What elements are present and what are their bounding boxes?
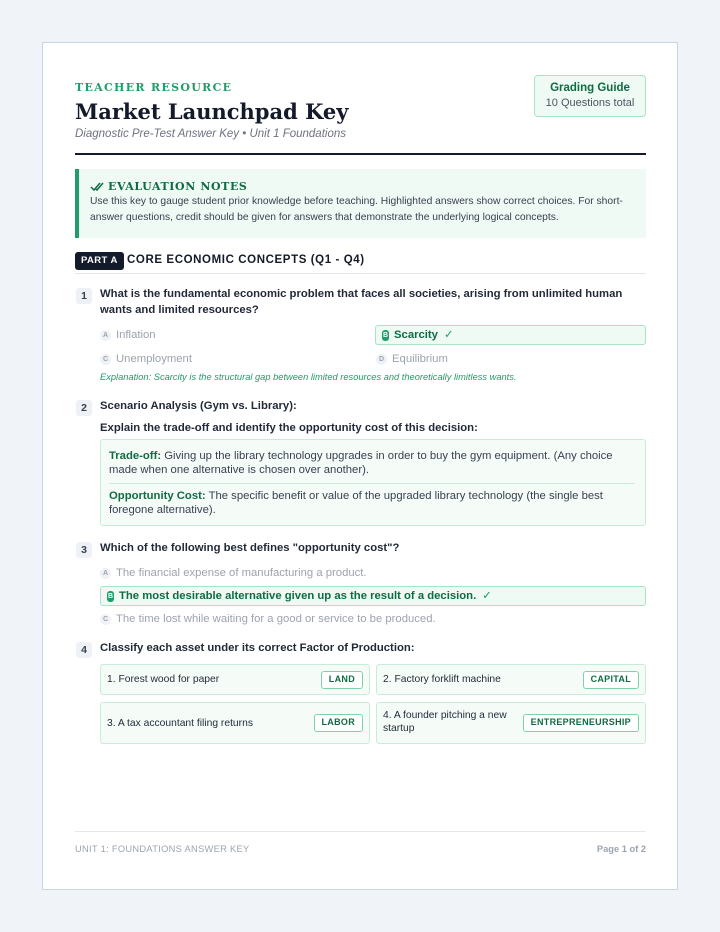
question-text: What is the fundamental economic problem that faces all societies, arising from unlimited human wants and limited resources?	[100, 288, 623, 316]
header-rule	[75, 153, 646, 155]
option-c	[100, 610, 620, 628]
notes-heading	[90, 180, 247, 193]
page-number: Page 1 of 2	[596, 844, 646, 854]
question-count: 10 Questions total	[545, 97, 635, 109]
page-title: Market Launchpad Key	[75, 99, 349, 124]
double-check-icon	[90, 182, 104, 192]
option-text: Unemployment	[116, 353, 192, 365]
check-icon: ✓	[443, 329, 454, 341]
factor-badge: CAPITAL	[583, 671, 639, 689]
option-letter: C	[100, 614, 111, 625]
resource-kicker: TEACHER RESOURCE	[75, 81, 233, 94]
check-icon: ✓	[482, 590, 492, 602]
factor-badge: LABOR	[314, 714, 364, 732]
option-a	[100, 564, 620, 582]
factor-item	[376, 702, 646, 744]
part-title: CORE ECONOMIC CONCEPTS (Q1 - Q4)	[127, 254, 365, 266]
part-a-header	[75, 252, 646, 274]
evaluation-notes	[75, 169, 646, 238]
question-number: 1	[76, 288, 92, 304]
part-badge: PART A	[75, 252, 124, 270]
notes-heading-text: EVALUATION NOTES	[108, 180, 248, 193]
factor-badge: LAND	[321, 671, 363, 689]
asset-text: 3. A tax accountant filing returns	[107, 718, 253, 729]
option-a	[100, 326, 360, 344]
question-number: 2	[76, 400, 92, 416]
option-b-correct	[375, 325, 646, 345]
question-title: Scenario Analysis (Gym vs. Library):	[100, 400, 297, 412]
factor-item	[100, 664, 370, 695]
factor-item	[376, 664, 646, 695]
question-text: Classify each asset under its correct Factor of Production:	[100, 642, 415, 654]
factor-badge: ENTREPRENEURSHIP	[523, 714, 639, 732]
answer-divider	[109, 483, 635, 484]
option-c	[100, 350, 360, 368]
grading-guide-box	[534, 75, 646, 117]
tradeoff-answer	[109, 449, 635, 477]
option-letter: D	[376, 354, 387, 365]
notes-body: Use this key to gauge student prior knowledge before teaching. Highlighted answers show correct choices. For short-answer questions, credit should be given for answers that demonstrate the underlying logical concepts.	[90, 196, 623, 223]
question-number: 4	[76, 642, 92, 658]
model-answer-box	[100, 439, 646, 526]
grading-guide-title: Grading Guide	[550, 82, 630, 94]
option-letter: B	[107, 593, 114, 600]
page-subtitle: Diagnostic Pre-Test Answer Key • Unit 1 Foundations	[75, 128, 346, 140]
question-prompt: Explain the trade-off and identify the opportunity cost of this decision:	[100, 422, 478, 434]
asset-text: 2. Factory forklift machine	[383, 674, 501, 685]
tradeoff-text: Giving up the library technology upgrades in order to buy the gym equipment. (Any choice made when one alternative is chosen over another).	[109, 450, 613, 476]
option-letter: C	[100, 354, 111, 365]
asset-text: 1. Forest wood for paper	[107, 674, 220, 685]
explanation: Explanation: Scarcity is the structural gap between limited resources and theoretically limitless wants.	[100, 372, 517, 382]
question-number: 3	[76, 542, 92, 558]
opportunity-cost-label: Opportunity Cost:	[109, 490, 206, 502]
answer-key-page	[42, 42, 678, 890]
option-b-correct	[100, 586, 646, 606]
option-text: The financial expense of manufacturing a product.	[116, 567, 367, 579]
option-text: The most desirable alternative given up as the result of a decision.	[119, 590, 477, 602]
question-text: Which of the following best defines "opportunity cost"?	[100, 542, 400, 554]
option-d	[376, 350, 636, 368]
tradeoff-label: Trade-off:	[109, 450, 162, 462]
option-letter: A	[100, 568, 111, 579]
option-text: Inflation	[116, 329, 156, 341]
option-text: Scarcity	[394, 329, 438, 341]
option-text: Equilibrium	[392, 353, 448, 365]
asset-text: 4. A founder pitching a new startup	[383, 710, 507, 734]
footer-title: UNIT 1: FOUNDATIONS ANSWER KEY	[75, 844, 250, 854]
opportunity-cost-text: The specific benefit or value of the upgraded library technology (the single best foregone alternative).	[109, 490, 603, 516]
opportunity-cost-answer	[109, 489, 635, 517]
page-footer	[75, 831, 646, 854]
option-text: The time lost while waiting for a good or service to be produced.	[116, 613, 436, 625]
option-letter: B	[382, 332, 389, 339]
option-letter: A	[100, 330, 111, 341]
factor-item	[100, 702, 370, 744]
